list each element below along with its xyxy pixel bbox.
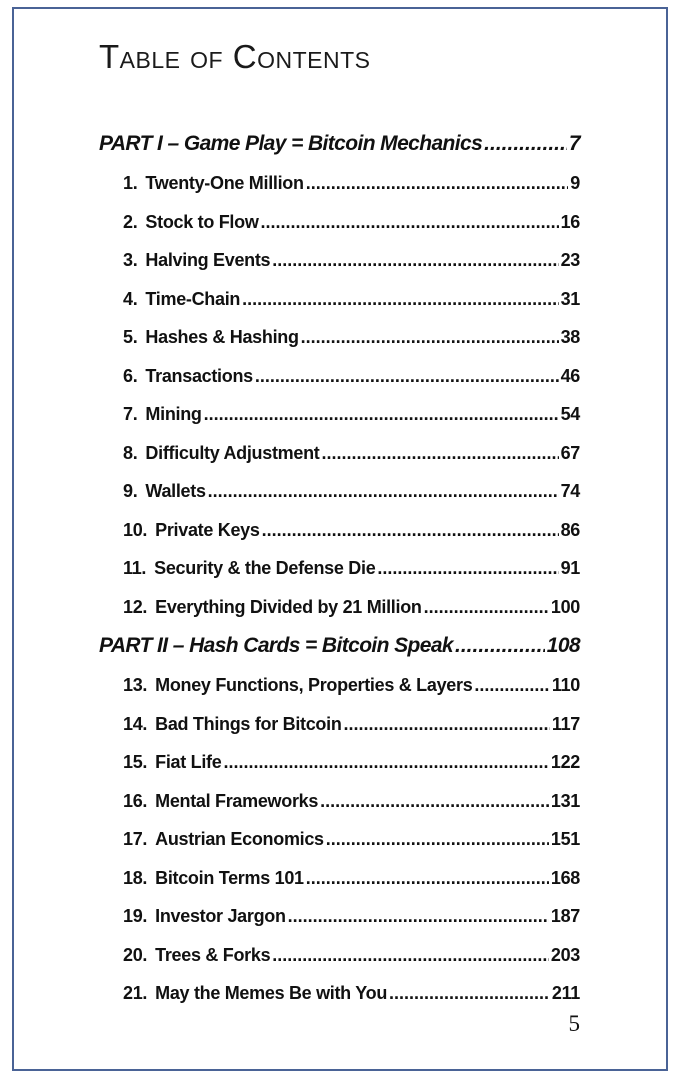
toc-chapter-number: 4. [123,288,138,309]
dot-leader [204,395,559,434]
toc-chapter-label: Austrian Economics [155,829,324,849]
toc-chapter-number: 12. [123,596,148,617]
toc-chapter-1[interactable] [99,164,580,203]
toc-chapter-10[interactable] [99,511,580,550]
toc-chapter-15[interactable] [99,743,580,782]
page-number: 5 [568,1011,580,1036]
dot-leader [272,936,549,975]
toc-chapter-11[interactable] [99,549,580,588]
toc-list [99,124,580,1013]
dot-leader [272,241,558,280]
toc-chapter-label: Investor Jargon [155,906,286,926]
toc-chapter-label: Hashes & Hashing [145,327,299,347]
toc-chapter-number: 8. [123,442,138,463]
toc-page-number: 86 [560,519,580,540]
toc-chapter-21[interactable] [99,974,580,1013]
dot-leader [484,124,567,164]
toc-chapter-14[interactable] [99,705,580,744]
toc-chapter-label: Time-Chain [145,288,241,309]
toc-chapter-number: 20. [123,944,148,965]
dot-leader [262,511,559,550]
toc-chapter-13[interactable] [99,666,580,705]
dot-leader [288,897,549,936]
toc-chapter-8[interactable] [99,434,580,473]
toc-chapter-number: 10. [123,519,148,540]
toc-chapter-number: 5. [123,327,138,347]
toc-page-number: 131 [550,790,580,811]
toc-chapter-label: Trees & Forks [155,944,271,965]
toc-chapter-20[interactable] [99,936,580,975]
toc-chapter-7[interactable] [99,395,580,434]
toc-chapter-label: Bitcoin Terms 101 [155,867,304,888]
toc-page-number: 67 [560,442,580,463]
toc-chapter-number: 1. [123,173,138,193]
toc-chapter-number: 16. [123,790,148,811]
toc-page-number: 151 [550,829,580,849]
toc-chapter-6[interactable] [99,357,580,396]
toc-part-label: PART II – Hash Cards = Bitcoin Speak [99,634,453,657]
dot-leader [242,280,558,319]
toc-chapter-number: 13. [123,675,148,695]
toc-chapter-3[interactable] [99,241,580,280]
toc-page-number: 211 [551,983,580,1003]
dot-leader [377,549,558,588]
toc-page-number: 23 [560,250,580,270]
dot-leader [223,743,548,782]
toc-page-number: 9 [570,173,580,193]
toc-chapter-16[interactable] [99,782,580,821]
toc-chapter-label: Wallets [145,481,206,501]
toc-chapter-19[interactable] [99,897,580,936]
dot-leader [344,705,550,744]
toc-chapter-label: Security & the Defense Die [154,558,376,578]
toc-chapter-number: 21. [123,983,148,1003]
page-title: Table of Contents [99,38,371,75]
toc-page-number: 31 [560,288,580,309]
toc-chapter-label: Transactions [145,365,253,386]
toc-chapter-17[interactable] [99,820,580,859]
toc-chapter-label: Twenty-One Million [145,173,304,193]
toc-page-number: 100 [550,596,580,617]
toc-chapter-number: 14. [123,713,148,734]
toc-page-number: 203 [550,944,580,965]
toc-chapter-label: Everything Divided by 21 Million [155,596,422,617]
toc-page-number: 38 [560,327,580,347]
dot-leader [424,588,549,627]
toc-chapter-4[interactable] [99,280,580,319]
toc-chapter-5[interactable] [99,318,580,357]
toc-chapter-label: Difficulty Adjustment [145,442,320,463]
dot-leader [455,626,545,666]
toc-chapter-label: Fiat Life [155,752,222,772]
toc-chapter-label: Mining [145,404,202,424]
toc-chapter-18[interactable] [99,859,580,898]
toc-chapter-number: 7. [123,404,138,424]
toc-chapter-number: 17. [123,829,148,849]
toc-chapter-label: May the Memes Be with You [155,983,388,1003]
toc-page-number: 91 [560,558,580,578]
dot-leader [320,782,549,821]
toc-chapter-number: 3. [123,250,138,270]
toc-page-number: 117 [551,713,580,734]
toc-chapter-number: 9. [123,481,138,501]
toc-part-label: PART I – Game Play = Bitcoin Mechanics [99,132,483,155]
toc-page-number: 110 [551,675,580,695]
toc-chapter-label: Stock to Flow [145,211,259,232]
toc-page-number: 187 [550,906,580,926]
toc-chapter-12[interactable] [99,588,580,627]
toc-page-number: 16 [560,211,580,232]
toc-page-number: 122 [550,752,580,772]
toc-page-number: 108 [546,634,580,657]
dot-leader [301,318,559,357]
toc-chapter-label: Halving Events [145,250,271,270]
toc-page-number: 7 [568,132,580,155]
dot-leader [261,203,559,242]
toc-chapter-label: Bad Things for Bitcoin [155,713,342,734]
dot-leader [389,974,550,1013]
toc-page-number: 54 [560,404,580,424]
toc-page-number: 46 [560,365,580,386]
toc-chapter-number: 15. [123,752,148,772]
toc-part-1[interactable] [99,124,580,164]
toc-chapter-label: Money Functions, Properties & Layers [155,675,473,695]
toc-page-number: 168 [550,867,580,888]
toc-chapter-number: 2. [123,211,138,232]
toc-chapter-number: 19. [123,906,148,926]
dot-leader [208,472,559,511]
toc-chapter-number: 18. [123,867,148,888]
toc-page-number: 74 [560,481,580,501]
toc-part-2[interactable] [99,626,580,666]
dot-leader [306,164,569,203]
dot-leader [255,357,559,396]
dot-leader [306,859,549,898]
dot-leader [474,666,549,705]
toc-chapter-9[interactable] [99,472,580,511]
toc-chapter-number: 11. [123,558,147,578]
toc-chapter-2[interactable] [99,203,580,242]
toc-chapter-label: Private Keys [155,519,260,540]
toc-chapter-number: 6. [123,365,138,386]
dot-leader [321,434,558,473]
toc-chapter-label: Mental Frameworks [155,790,319,811]
dot-leader [326,820,549,859]
